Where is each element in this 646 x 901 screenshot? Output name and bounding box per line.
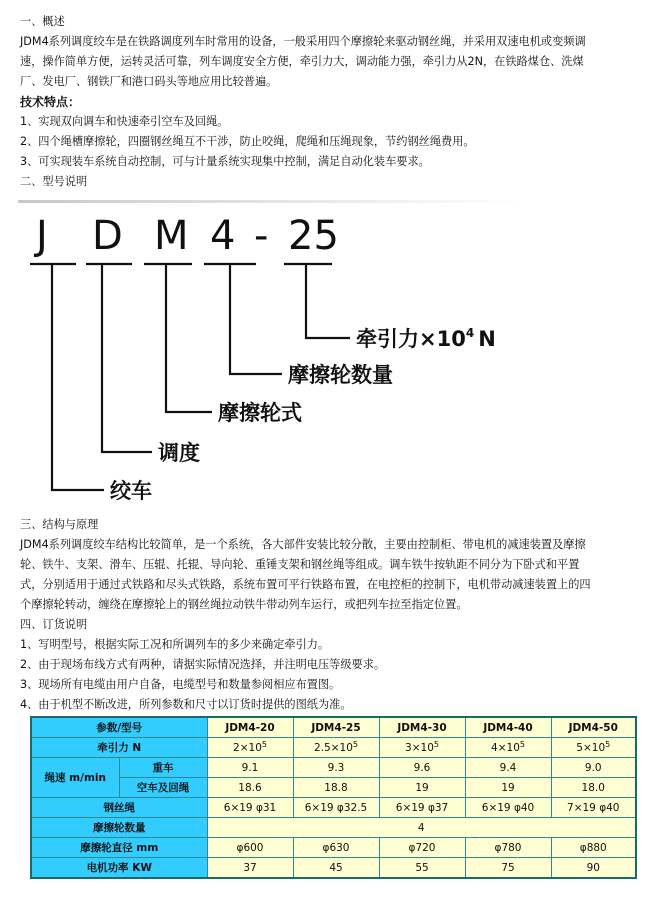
traction-cell: $3\times 10^5$ <box>379 738 465 758</box>
diameter-cell: φ780 <box>465 838 551 858</box>
feature-item-2: 2、四个绳槽摩擦轮，四圈钢丝绳互不干涉，防止咬绳，爬绳和压绳现象，节约钢丝绳费用。 <box>20 135 475 148</box>
table-row <box>31 858 636 879</box>
label-winch: 绞车 <box>110 479 152 503</box>
empty-speed-cell: 18.8 <box>293 778 379 798</box>
label-traction: 牵引力$\times 10^4$ N <box>356 326 496 351</box>
speed-label: 绳速 m/min <box>31 758 119 798</box>
label-dispatch: 调度 <box>158 441 200 465</box>
traction-cell: $2\times 10^5$ <box>207 738 293 758</box>
rope-cell: 6×19 φ40 <box>465 798 551 818</box>
power-cell: 75 <box>465 858 551 879</box>
feature-item-3: 3、可实现装车系统自动控制，可与计量系统实现集中控制，满足自动化装车要求。 <box>20 155 430 168</box>
table-row <box>31 778 636 798</box>
diameter-cell: φ880 <box>551 838 636 858</box>
heavy-speed-cell: 9.1 <box>207 758 293 778</box>
power-label: 电机功率 KW <box>31 858 207 879</box>
table-row <box>31 717 636 738</box>
table-row <box>31 838 636 858</box>
overview-line-2: 速，操作简单方便，运转灵活可靠，列车调度安全方便，牵引力大，调动能力强，牵引力从2N，在铁路煤仓、洗煤 <box>20 55 584 68</box>
table-row <box>31 798 636 818</box>
table-row <box>31 758 636 778</box>
features-title: 技术特点： <box>20 95 81 109</box>
structure-line-2: 轮、铁牛、支架、滑车、压辊、托辊、导向轮、重锤支架和钢丝绳等组成。调车铁牛按轨距不同分为下卧式和平置 <box>20 558 580 571</box>
model-diagram <box>0 205 646 505</box>
power-cell: 45 <box>293 858 379 879</box>
heavy-label: 重车 <box>119 758 207 778</box>
power-cell: 90 <box>551 858 636 879</box>
traction-cell: $5\times 10^5$ <box>551 738 636 758</box>
model-cell: JDM4-25 <box>293 717 379 738</box>
diameter-label: 摩擦轮直径 mm <box>31 838 207 858</box>
order-item-1: 1、写明型号，根据实际工况和所调列车的多少来确定牵引力。 <box>20 638 330 651</box>
order-item-4: 4、由于机型不断改进，所列参数和尺寸以订货时提供的图纸为准。 <box>20 698 352 711</box>
feature-item-1: 1、实现双向调车和快速牵引空车及回绳。 <box>20 115 229 128</box>
traction-cell: $4\times 10^5$ <box>465 738 551 758</box>
diameter-cell: φ600 <box>207 838 293 858</box>
overview-section <box>20 12 634 192</box>
structure-line-3: 式，分别适用于通过式铁路和尽头式铁路，系统布置可平行铁路布置，在电控柜的控制下，电机带动减速装置上的四 <box>20 578 591 591</box>
wheel-count-cell: 4 <box>207 818 636 838</box>
diameter-cell: φ720 <box>379 838 465 858</box>
overview-heading: 一、概述 <box>20 15 65 28</box>
code-char-j: J <box>36 213 48 259</box>
code-char-4: 4 <box>210 213 236 259</box>
rope-cell: 6×19 φ37 <box>379 798 465 818</box>
empty-speed-cell: 18.6 <box>207 778 293 798</box>
table-row <box>31 818 636 838</box>
code-char-dash: - <box>254 213 269 259</box>
structure-line-1: JDM4系列调度绞车结构比较简单，是一个系统，各大部件安装比较分散，主要由控制柜、带电机的减速装置及摩擦 <box>20 538 586 551</box>
order-item-3: 3、现场所有电缆由用户自备，电缆型号和数量参阅相应布置图。 <box>20 678 341 691</box>
wheel-count-label: 摩擦轮数量 <box>31 818 207 838</box>
label-wheel-count: 摩擦轮数量 <box>288 363 393 387</box>
order-item-2: 2、由于现场布线方式有两种，请据实际情况选择，并注明电压等级要求。 <box>20 658 386 671</box>
empty-label: 空车及回绳 <box>119 778 207 798</box>
empty-speed-cell: 19 <box>465 778 551 798</box>
code-char-d: D <box>92 213 123 259</box>
structure-section <box>20 515 634 715</box>
model-cell: JDM4-20 <box>207 717 293 738</box>
model-cell: JDM4-30 <box>379 717 465 738</box>
rope-label: 钢丝绳 <box>31 798 207 818</box>
code-char-25: 25 <box>288 213 339 259</box>
order-heading: 四、订货说明 <box>20 618 88 631</box>
overview-line-1: JDM4系列调度绞车是在铁路调度列车时常用的设备，一般采用四个摩擦轮来驱动钢丝绳，并采用双速电机或变频调 <box>20 35 586 48</box>
structure-line-4: 个摩擦轮转动，缠绕在摩擦轮上的钢丝绳拉动铁牛带动列车运行，或把列车拉至指定位置。 <box>20 598 468 611</box>
empty-speed-cell: 18.0 <box>551 778 636 798</box>
label-wheel-type: 摩擦轮式 <box>218 401 302 425</box>
heavy-speed-cell: 9.4 <box>465 758 551 778</box>
divider-line <box>18 200 524 203</box>
heavy-speed-cell: 9.0 <box>551 758 636 778</box>
power-cell: 37 <box>207 858 293 879</box>
table-row <box>31 738 636 758</box>
heavy-speed-cell: 9.6 <box>379 758 465 778</box>
parameter-table <box>30 716 637 879</box>
model-heading: 二、型号说明 <box>20 175 88 188</box>
rope-cell: 6×19 φ32.5 <box>293 798 379 818</box>
overview-line-3: 厂、发电厂、钢铁厂和港口码头等地应用比较普遍。 <box>20 75 278 88</box>
traction-label: 牵引力 N <box>31 738 207 758</box>
diameter-cell: φ630 <box>293 838 379 858</box>
code-char-m: M <box>154 213 189 259</box>
heavy-speed-cell: 9.3 <box>293 758 379 778</box>
model-cell: JDM4-50 <box>551 717 636 738</box>
rope-cell: 7×19 φ40 <box>551 798 636 818</box>
empty-speed-cell: 19 <box>379 778 465 798</box>
rope-cell: 6×19 φ31 <box>207 798 293 818</box>
power-cell: 55 <box>379 858 465 879</box>
traction-cell: $2.5\times 10^5$ <box>293 738 379 758</box>
header-cell: 参数/型号 <box>31 717 207 738</box>
model-cell: JDM4-40 <box>465 717 551 738</box>
model-code <box>33 213 339 259</box>
structure-heading: 三、结构与原理 <box>20 518 99 531</box>
